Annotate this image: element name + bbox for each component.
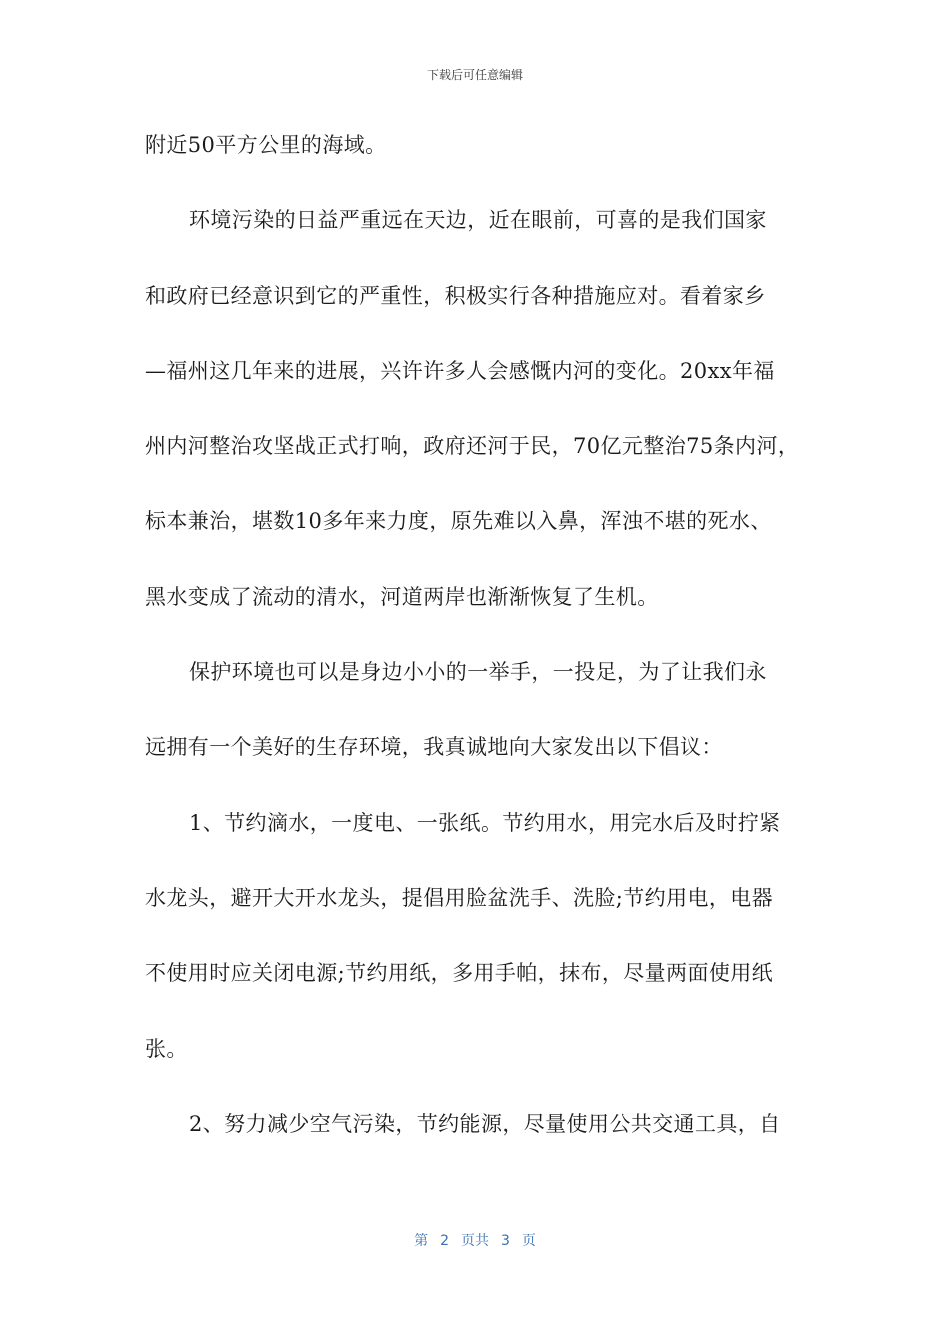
body-line-5: 州内河整治攻坚战正式打响，政府还河于民，70亿元整治75条内河， xyxy=(145,434,800,459)
page-header: 下载后可任意编辑 xyxy=(426,68,523,82)
body-line-7: 黑水变成了流动的清水，河道两岸也渐渐恢复了生机。 xyxy=(145,584,659,609)
footer-current-page: 2 xyxy=(440,1233,449,1249)
footer-label-ye-gong: 页共 xyxy=(461,1233,489,1249)
footer-label-ye: 页 xyxy=(521,1233,536,1249)
body-line-11: 水龙头，避开大开水龙头，提倡用脸盆洗手、洗脸;节约用电，电器 xyxy=(145,885,774,910)
body-line-4: —福州这几年来的进展，兴许许多人会感慨内河的变化。20xx年福 xyxy=(145,358,775,383)
footer-label-di: 第 xyxy=(414,1233,429,1249)
body-line-2: 环境污染的日益严重远在天边，近在眼前，可喜的是我们国家 xyxy=(189,208,767,233)
body-line-3: 和政府已经意识到它的严重性，积极实行各种措施应对。看着家乡 xyxy=(145,283,766,308)
body-line-8: 保护环境也可以是身边小小的一举手，一投足，为了让我们永 xyxy=(189,660,767,685)
body-line-13: 张。 xyxy=(145,1036,188,1061)
body-line-12: 不使用时应关闭电源;节约用纸，多用手帕，抹布，尽量两面使用纸 xyxy=(145,961,774,986)
body-line-6: 标本兼治，堪数10多年来力度，原先难以入鼻，浑浊不堪的死水、 xyxy=(145,509,772,534)
body-line-14: 2、努力减少空气污染，节约能源，尽量使用公共交通工具，自 xyxy=(189,1111,781,1136)
document-body xyxy=(145,123,835,1177)
page-footer xyxy=(0,1230,950,1250)
body-line-10: 1、节约滴水，一度电、一张纸。节约用水，用完水后及时拧紧 xyxy=(189,810,781,835)
body-line-9: 远拥有一个美好的生存环境，我真诚地向大家发出以下倡议： xyxy=(145,735,723,760)
body-line-1: 附近50平方公里的海域。 xyxy=(145,133,387,157)
footer-total-pages: 3 xyxy=(501,1233,510,1249)
